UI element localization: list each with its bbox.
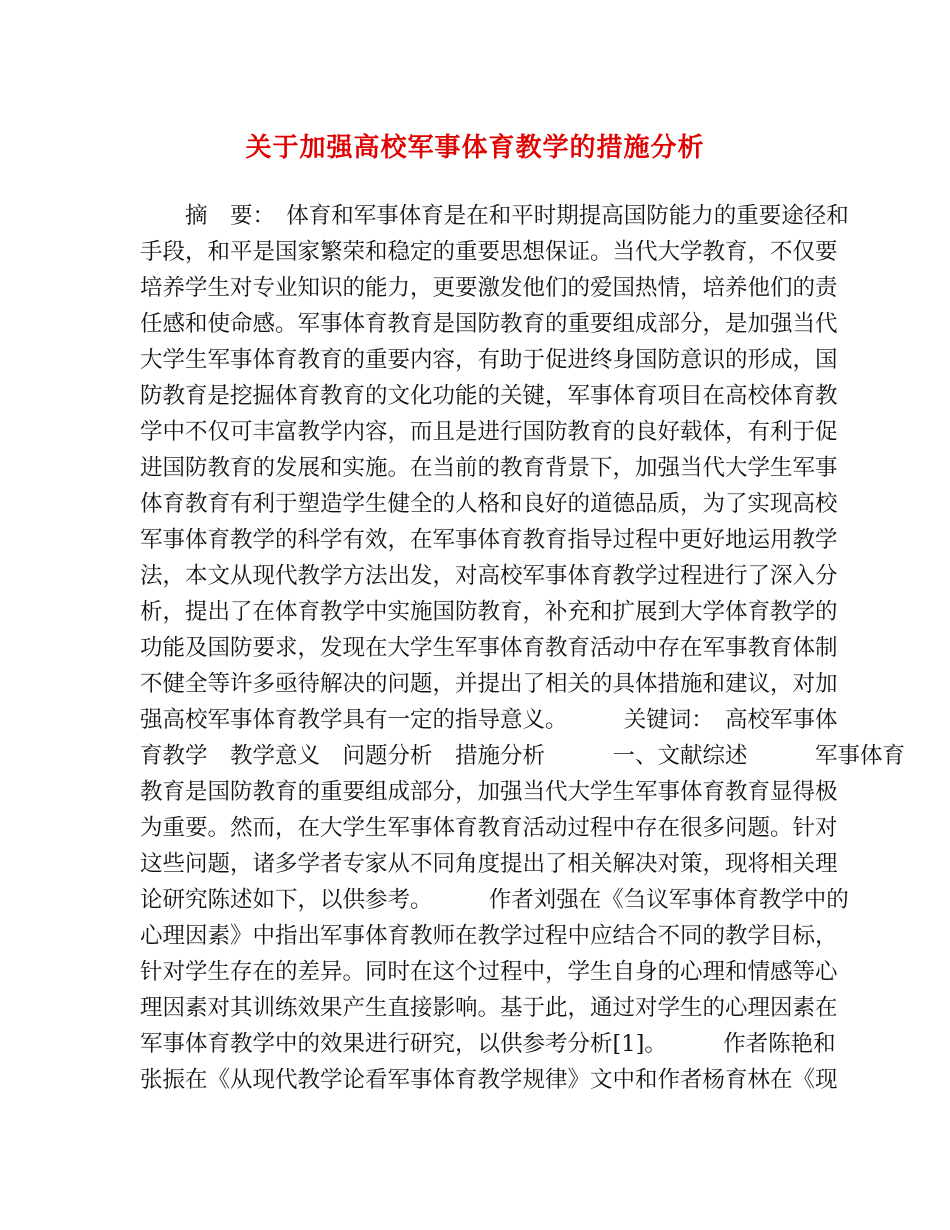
body-line: 论研究陈述如下，以供参考。 作者刘强在《刍议军事体育教学中的 xyxy=(140,887,849,913)
body-line: 体育教育有利于塑造学生健全的人格和良好的道德品质，为了实现高校 xyxy=(140,491,838,517)
document-title: 关于加强高校军事体育教学的措施分析 xyxy=(245,133,705,163)
body-line: 理因素对其训练效果产生直接影响。基于此，通过对学生的心理因素在 xyxy=(140,995,838,1021)
body-line: 强高校军事体育教学具有一定的指导意义。 关键词： 高校军事体 xyxy=(140,707,838,733)
body-line: 大学生军事体育教育的重要内容，有助于促进终身国防意识的形成，国 xyxy=(140,347,838,373)
body-line: 张振在《从现代教学论看军事体育教学规律》文中和作者杨育林在《现 xyxy=(140,1067,838,1093)
body-line: 功能及国防要求，发现在大学生军事体育教育活动中存在军事教育体制 xyxy=(140,635,838,661)
body-line: 进国防教育的发展和实施。在当前的教育背景下，加强当代大学生军事 xyxy=(140,455,838,481)
body-line: 任感和使命感。军事体育教育是国防教育的重要组成部分，是加强当代 xyxy=(140,311,838,337)
body-line: 军事体育教学中的效果进行研究，以供参考分析[1]。 作者陈艳和 xyxy=(140,1031,836,1057)
body-line: 摘 要： 体育和军事体育是在和平时期提高国防能力的重要途径和 xyxy=(185,203,849,229)
body-line: 法，本文从现代教学方法出发，对高校军事体育教学过程进行了深入分 xyxy=(140,563,838,589)
body-line: 析，提出了在体育教学中实施国防教育，补充和扩展到大学体育教学的 xyxy=(140,599,838,625)
body-line: 教育是国防教育的重要组成部分，加强当代大学生军事体育教育显得极 xyxy=(140,779,838,805)
body-line: 手段，和平是国家繁荣和稳定的重要思想保证。当代大学教育，不仅要 xyxy=(140,239,838,265)
document-body xyxy=(140,198,906,1098)
body-line: 防教育是挖掘体育教育的文化功能的关键，军事体育项目在高校体育教 xyxy=(140,383,838,409)
body-line: 不健全等许多亟待解决的问题，并提出了相关的具体措施和建议，对加 xyxy=(140,671,838,697)
body-line: 针对学生存在的差异。同时在这个过程中，学生自身的心理和情感等心 xyxy=(140,959,838,985)
body-line: 心理因素》中指出军事体育教师在教学过程中应结合不同的教学目标， xyxy=(140,923,838,949)
body-line: 军事体育教学的科学有效，在军事体育教育指导过程中更好地运用教学 xyxy=(140,527,838,553)
body-line: 培养学生对专业知识的能力，更要激发他们的爱国热情，培养他们的责 xyxy=(140,275,838,301)
body-line: 学中不仅可丰富教学内容，而且是进行国防教育的良好载体，有利于促 xyxy=(140,419,838,445)
body-line: 育教学 教学意义 问题分析 措施分析 一、文献综述 军事体育 xyxy=(140,743,906,769)
body-line: 为重要。然而，在大学生军事体育教育活动过程中存在很多问题。针对 xyxy=(140,815,838,841)
body-line: 这些问题，诸多学者专家从不同角度提出了相关解决对策，现将相关理 xyxy=(140,851,838,877)
